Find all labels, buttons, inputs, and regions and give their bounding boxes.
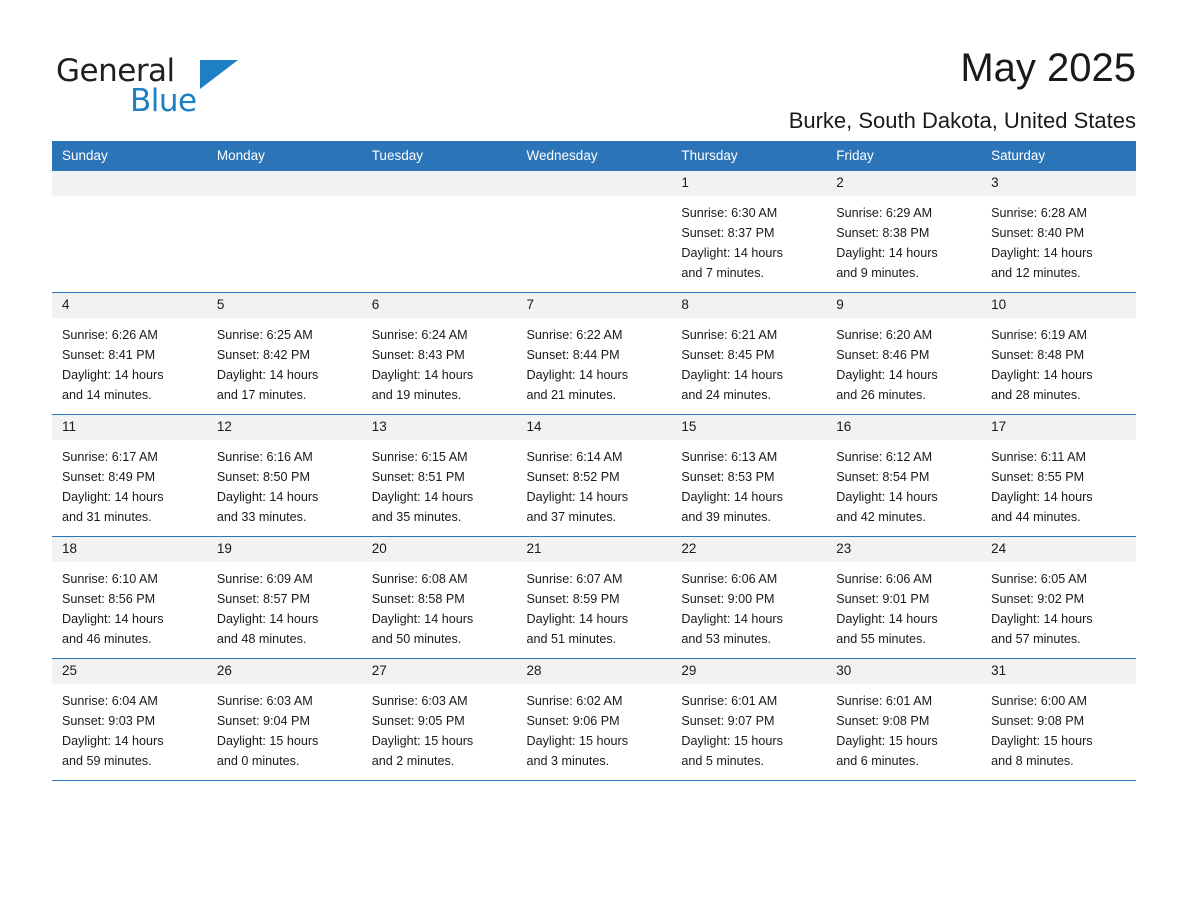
calendar-day-cell[interactable] <box>981 659 1136 781</box>
day-number: 2 <box>826 171 981 196</box>
sunrise-text: Sunrise: 6:07 AM <box>526 571 623 586</box>
daylight-text: Daylight: 15 hours <box>526 733 629 748</box>
sunset-text: Sunset: 8:43 PM <box>371 347 465 362</box>
day-number: 23 <box>826 537 981 562</box>
sunset-text: Sunset: 9:00 PM <box>681 591 775 606</box>
daylight-text: Daylight: 15 hours <box>681 733 783 748</box>
daylight-text: Daylight: 14 hours <box>216 489 319 504</box>
daylight-text: Daylight: 14 hours <box>681 611 783 626</box>
daylight-text-cont: and 3 minutes. <box>526 754 610 769</box>
sunrise-text: Sunrise: 6:29 AM <box>836 205 933 220</box>
calendar-empty-cell <box>362 171 517 293</box>
daylight-text: Daylight: 15 hours <box>216 733 319 748</box>
sunset-text: Sunset: 8:48 PM <box>991 347 1085 362</box>
daylight-text: Daylight: 14 hours <box>371 611 474 626</box>
day-number: 31 <box>981 659 1136 684</box>
day-info <box>826 196 981 284</box>
day-cell-content <box>207 171 362 292</box>
sunset-text: Sunset: 8:57 PM <box>216 591 310 606</box>
day-info <box>207 684 362 772</box>
day-cell-content <box>52 659 207 780</box>
day-info <box>826 440 981 528</box>
calendar-empty-cell <box>207 171 362 293</box>
day-cell-content <box>52 537 207 658</box>
calendar-day-cell[interactable] <box>981 415 1136 537</box>
daylight-text-cont: and 8 minutes. <box>991 754 1074 769</box>
day-cell-content <box>981 293 1136 414</box>
day-cell-content <box>517 659 672 780</box>
daylight-text-cont: and 14 minutes. <box>62 388 152 403</box>
day-info <box>207 562 362 650</box>
daylight-text: Daylight: 15 hours <box>991 733 1093 748</box>
sunset-text: Sunset: 8:41 PM <box>62 347 156 362</box>
sunset-text: Sunset: 9:02 PM <box>991 591 1085 606</box>
daylight-text-cont: and 59 minutes. <box>62 754 152 769</box>
sunset-text: Sunset: 8:42 PM <box>216 347 310 362</box>
sunset-text: Sunset: 8:40 PM <box>991 225 1085 240</box>
daylight-text: Daylight: 15 hours <box>371 733 474 748</box>
calendar-day-cell[interactable] <box>207 293 362 415</box>
day-number: 17 <box>981 415 1136 440</box>
calendar-day-cell[interactable] <box>207 659 362 781</box>
calendar-week-row <box>52 415 1136 537</box>
calendar-day-cell[interactable] <box>981 537 1136 659</box>
sunrise-text: Sunrise: 6:30 AM <box>681 205 778 220</box>
calendar-day-cell[interactable] <box>671 171 826 293</box>
day-cell-content <box>517 171 672 292</box>
day-info <box>517 318 672 406</box>
day-number: 20 <box>362 537 517 562</box>
sunrise-text: Sunrise: 6:06 AM <box>836 571 933 586</box>
day-number: 14 <box>517 415 672 440</box>
daylight-text-cont: and 33 minutes. <box>216 510 307 525</box>
sunrise-text: Sunrise: 6:04 AM <box>62 693 158 708</box>
calendar-week-row <box>52 293 1136 415</box>
day-info <box>826 318 981 406</box>
day-cell-content <box>671 659 826 780</box>
weekday-header-saturday: Saturday <box>981 141 1136 171</box>
day-info <box>981 196 1136 284</box>
calendar-day-cell[interactable] <box>517 415 672 537</box>
day-info <box>207 440 362 528</box>
day-cell-content <box>981 171 1136 292</box>
day-info <box>52 684 207 772</box>
daylight-text-cont: and 35 minutes. <box>371 510 462 525</box>
day-cell-content <box>52 293 207 414</box>
day-info <box>517 440 672 528</box>
day-cell-content <box>671 171 826 292</box>
daylight-text: Daylight: 14 hours <box>62 733 164 748</box>
sunset-text: Sunset: 9:07 PM <box>681 713 775 728</box>
day-number: 12 <box>207 415 362 440</box>
day-info <box>362 562 517 650</box>
sunrise-text: Sunrise: 6:02 AM <box>526 693 623 708</box>
sunrise-text: Sunrise: 6:03 AM <box>216 693 313 708</box>
daylight-text-cont: and 55 minutes. <box>836 632 926 647</box>
sunrise-text: Sunrise: 6:13 AM <box>681 449 778 464</box>
daylight-text: Daylight: 14 hours <box>991 245 1093 260</box>
day-number <box>517 171 672 196</box>
daylight-text-cont: and 19 minutes. <box>371 388 462 403</box>
logo-triangle-icon <box>200 60 238 89</box>
calendar-day-cell[interactable] <box>826 171 981 293</box>
day-number: 18 <box>52 537 207 562</box>
day-cell-content <box>207 293 362 414</box>
sunrise-text: Sunrise: 6:26 AM <box>62 327 158 342</box>
sunset-text: Sunset: 8:50 PM <box>216 469 310 484</box>
sunset-text: Sunset: 9:03 PM <box>62 713 156 728</box>
daylight-text-cont: and 6 minutes. <box>836 754 919 769</box>
daylight-text: Daylight: 14 hours <box>216 611 319 626</box>
day-number <box>207 171 362 196</box>
day-info <box>207 318 362 406</box>
weekday-header-friday: Friday <box>826 141 981 171</box>
calendar-day-cell[interactable] <box>671 415 826 537</box>
sunrise-text: Sunrise: 6:14 AM <box>526 449 623 464</box>
sunrise-text: Sunrise: 6:28 AM <box>991 205 1087 220</box>
general-blue-logo <box>52 44 252 119</box>
day-number <box>362 171 517 196</box>
day-info <box>52 562 207 650</box>
day-info <box>671 318 826 406</box>
daylight-text-cont: and 53 minutes. <box>681 632 771 647</box>
daylight-text: Daylight: 14 hours <box>526 367 629 382</box>
calendar-week-row <box>52 537 1136 659</box>
day-cell-content <box>207 659 362 780</box>
title-block <box>789 44 1136 134</box>
calendar-day-cell[interactable] <box>671 537 826 659</box>
sunrise-text: Sunrise: 6:22 AM <box>526 327 623 342</box>
sunset-text: Sunset: 8:52 PM <box>526 469 620 484</box>
day-number: 6 <box>362 293 517 318</box>
day-cell-content <box>671 537 826 658</box>
day-cell-content <box>207 537 362 658</box>
sunrise-text: Sunrise: 6:00 AM <box>991 693 1087 708</box>
daylight-text: Daylight: 14 hours <box>991 489 1093 504</box>
day-cell-content <box>517 537 672 658</box>
daylight-text-cont: and 46 minutes. <box>62 632 152 647</box>
sunset-text: Sunset: 8:37 PM <box>681 225 775 240</box>
daylight-text: Daylight: 14 hours <box>526 611 629 626</box>
calendar-day-cell[interactable] <box>517 293 672 415</box>
sunset-text: Sunset: 8:55 PM <box>991 469 1085 484</box>
day-cell-content <box>362 171 517 292</box>
calendar-day-cell[interactable] <box>52 537 207 659</box>
day-number: 28 <box>517 659 672 684</box>
day-cell-content <box>517 415 672 536</box>
day-cell-content <box>826 293 981 414</box>
sunrise-text: Sunrise: 6:15 AM <box>371 449 468 464</box>
day-info <box>826 562 981 650</box>
calendar-day-cell[interactable] <box>671 659 826 781</box>
daylight-text: Daylight: 14 hours <box>62 367 164 382</box>
daylight-text-cont: and 51 minutes. <box>526 632 617 647</box>
day-info <box>517 562 672 650</box>
day-number: 5 <box>207 293 362 318</box>
weekday-header-sunday: Sunday <box>52 141 207 171</box>
day-cell-content <box>207 415 362 536</box>
daylight-text: Daylight: 14 hours <box>991 611 1093 626</box>
day-cell-content <box>826 537 981 658</box>
day-number: 19 <box>207 537 362 562</box>
sunrise-text: Sunrise: 6:01 AM <box>681 693 778 708</box>
day-cell-content <box>362 659 517 780</box>
sunrise-text: Sunrise: 6:19 AM <box>991 327 1087 342</box>
day-cell-content <box>826 659 981 780</box>
day-number: 13 <box>362 415 517 440</box>
daylight-text-cont: and 26 minutes. <box>836 388 926 403</box>
calendar-week-row <box>52 659 1136 781</box>
calendar-week-row <box>52 171 1136 293</box>
day-cell-content <box>362 293 517 414</box>
daylight-text: Daylight: 14 hours <box>836 611 938 626</box>
day-info <box>362 684 517 772</box>
day-number: 1 <box>671 171 826 196</box>
calendar-day-cell[interactable] <box>826 293 981 415</box>
calendar-empty-cell <box>52 171 207 293</box>
day-cell-content <box>52 415 207 536</box>
sunset-text: Sunset: 8:59 PM <box>526 591 620 606</box>
sunrise-text: Sunrise: 6:20 AM <box>836 327 933 342</box>
sunrise-text: Sunrise: 6:08 AM <box>371 571 468 586</box>
calendar-body <box>52 171 1136 781</box>
day-number: 16 <box>826 415 981 440</box>
location-subtitle: Burke, South Dakota, United States <box>788 108 1136 133</box>
daylight-text: Daylight: 14 hours <box>991 367 1093 382</box>
daylight-text-cont: and 37 minutes. <box>526 510 617 525</box>
logo-text-general: General <box>56 53 175 89</box>
daylight-text: Daylight: 14 hours <box>62 611 164 626</box>
daylight-text-cont: and 21 minutes. <box>526 388 617 403</box>
calendar-day-cell[interactable] <box>52 415 207 537</box>
weekday-header-wednesday: Wednesday <box>517 141 672 171</box>
weekday-header-monday: Monday <box>207 141 362 171</box>
sunrise-text: Sunrise: 6:17 AM <box>62 449 158 464</box>
sunset-text: Sunset: 8:58 PM <box>371 591 465 606</box>
weekday-header-row <box>52 141 1136 171</box>
calendar-day-cell[interactable] <box>207 537 362 659</box>
sunset-text: Sunset: 8:46 PM <box>836 347 930 362</box>
day-info <box>981 684 1136 772</box>
daylight-text: Daylight: 14 hours <box>371 367 474 382</box>
sunset-text: Sunset: 9:01 PM <box>836 591 930 606</box>
sunset-text: Sunset: 9:04 PM <box>216 713 310 728</box>
daylight-text-cont: and 2 minutes. <box>371 754 455 769</box>
day-number <box>52 171 207 196</box>
day-cell-content <box>671 415 826 536</box>
day-info <box>671 196 826 284</box>
day-cell-content <box>981 659 1136 780</box>
calendar-day-cell[interactable] <box>517 659 672 781</box>
sunset-text: Sunset: 8:53 PM <box>681 469 775 484</box>
day-cell-content <box>671 293 826 414</box>
calendar-empty-cell <box>517 171 672 293</box>
day-number: 22 <box>671 537 826 562</box>
sunset-text: Sunset: 8:44 PM <box>526 347 620 362</box>
daylight-text: Daylight: 14 hours <box>836 489 938 504</box>
calendar-day-cell[interactable] <box>981 293 1136 415</box>
sunrise-text: Sunrise: 6:16 AM <box>216 449 313 464</box>
day-info <box>671 440 826 528</box>
day-number: 21 <box>517 537 672 562</box>
daylight-text: Daylight: 14 hours <box>836 245 938 260</box>
calendar-day-cell[interactable] <box>362 537 517 659</box>
day-number: 9 <box>826 293 981 318</box>
sunset-text: Sunset: 9:06 PM <box>526 713 620 728</box>
daylight-text-cont: and 9 minutes. <box>836 266 919 281</box>
daylight-text-cont: and 0 minutes. <box>216 754 300 769</box>
day-info <box>517 684 672 772</box>
sunrise-text: Sunrise: 6:09 AM <box>216 571 313 586</box>
daylight-text-cont: and 39 minutes. <box>681 510 771 525</box>
calendar-day-cell[interactable] <box>826 659 981 781</box>
day-cell-content <box>52 171 207 292</box>
calendar-day-cell[interactable] <box>826 415 981 537</box>
sunrise-text: Sunrise: 6:12 AM <box>836 449 933 464</box>
day-cell-content <box>826 415 981 536</box>
calendar-day-cell[interactable] <box>826 537 981 659</box>
day-info <box>981 562 1136 650</box>
sunrise-sunset-calendar <box>52 141 1136 781</box>
day-info <box>52 440 207 528</box>
sunset-text: Sunset: 8:56 PM <box>62 591 156 606</box>
day-number: 7 <box>517 293 672 318</box>
day-number: 29 <box>671 659 826 684</box>
daylight-text: Daylight: 14 hours <box>216 367 319 382</box>
daylight-text: Daylight: 14 hours <box>681 245 783 260</box>
day-info <box>52 318 207 406</box>
daylight-text-cont: and 31 minutes. <box>62 510 152 525</box>
sunrise-text: Sunrise: 6:05 AM <box>991 571 1087 586</box>
day-number: 26 <box>207 659 362 684</box>
day-number: 30 <box>826 659 981 684</box>
day-number: 10 <box>981 293 1136 318</box>
daylight-text-cont: and 48 minutes. <box>216 632 307 647</box>
sunset-text: Sunset: 8:54 PM <box>836 469 930 484</box>
daylight-text-cont: and 12 minutes. <box>991 266 1081 281</box>
calendar-day-cell[interactable] <box>362 659 517 781</box>
sunset-text: Sunset: 8:51 PM <box>371 469 465 484</box>
daylight-text-cont: and 28 minutes. <box>991 388 1081 403</box>
daylight-text: Daylight: 14 hours <box>681 367 783 382</box>
daylight-text: Daylight: 14 hours <box>371 489 474 504</box>
daylight-text: Daylight: 14 hours <box>836 367 938 382</box>
day-number: 27 <box>362 659 517 684</box>
page-header <box>52 44 1136 133</box>
day-cell-content <box>981 537 1136 658</box>
weekday-header-tuesday: Tuesday <box>362 141 517 171</box>
day-cell-content <box>981 415 1136 536</box>
day-info <box>981 318 1136 406</box>
daylight-text-cont: and 50 minutes. <box>371 632 462 647</box>
day-info <box>362 440 517 528</box>
day-info <box>362 318 517 406</box>
calendar-day-cell[interactable] <box>981 171 1136 293</box>
sunset-text: Sunset: 9:08 PM <box>991 713 1085 728</box>
sunrise-text: Sunrise: 6:03 AM <box>371 693 468 708</box>
calendar-day-cell[interactable] <box>362 293 517 415</box>
weekday-header-thursday: Thursday <box>671 141 826 171</box>
calendar-day-cell[interactable] <box>207 415 362 537</box>
daylight-text-cont: and 7 minutes. <box>681 266 764 281</box>
day-number: 25 <box>52 659 207 684</box>
calendar-day-cell[interactable] <box>52 659 207 781</box>
sunset-text: Sunset: 8:49 PM <box>62 469 156 484</box>
day-cell-content <box>517 293 672 414</box>
daylight-text: Daylight: 14 hours <box>526 489 629 504</box>
logo-text-blue: Blue <box>130 83 197 119</box>
day-number: 11 <box>52 415 207 440</box>
sunrise-text: Sunrise: 6:25 AM <box>216 327 313 342</box>
day-number: 3 <box>981 171 1136 196</box>
sunrise-text: Sunrise: 6:24 AM <box>371 327 468 342</box>
calendar-day-cell[interactable] <box>517 537 672 659</box>
day-number: 8 <box>671 293 826 318</box>
daylight-text-cont: and 24 minutes. <box>681 388 771 403</box>
daylight-text-cont: and 57 minutes. <box>991 632 1081 647</box>
calendar-day-cell[interactable] <box>671 293 826 415</box>
day-number: 24 <box>981 537 1136 562</box>
page-title: May 2025 <box>960 46 1136 90</box>
day-number: 4 <box>52 293 207 318</box>
daylight-text: Daylight: 15 hours <box>836 733 938 748</box>
daylight-text: Daylight: 14 hours <box>62 489 164 504</box>
sunset-text: Sunset: 9:05 PM <box>371 713 465 728</box>
sunset-text: Sunset: 8:38 PM <box>836 225 930 240</box>
daylight-text-cont: and 5 minutes. <box>681 754 764 769</box>
daylight-text-cont: and 44 minutes. <box>991 510 1081 525</box>
sunrise-text: Sunrise: 6:06 AM <box>681 571 778 586</box>
day-number: 15 <box>671 415 826 440</box>
calendar-day-cell[interactable] <box>362 415 517 537</box>
sunrise-text: Sunrise: 6:01 AM <box>836 693 933 708</box>
day-info <box>981 440 1136 528</box>
calendar-day-cell[interactable] <box>52 293 207 415</box>
day-cell-content <box>362 537 517 658</box>
sunrise-text: Sunrise: 6:11 AM <box>991 449 1087 464</box>
day-info <box>826 684 981 772</box>
daylight-text-cont: and 17 minutes. <box>216 388 307 403</box>
daylight-text: Daylight: 14 hours <box>681 489 783 504</box>
sunset-text: Sunset: 9:08 PM <box>836 713 930 728</box>
day-info <box>671 684 826 772</box>
day-info <box>671 562 826 650</box>
day-cell-content <box>362 415 517 536</box>
day-cell-content <box>826 171 981 292</box>
sunrise-text: Sunrise: 6:10 AM <box>62 571 158 586</box>
sunset-text: Sunset: 8:45 PM <box>681 347 775 362</box>
sunrise-text: Sunrise: 6:21 AM <box>681 327 778 342</box>
daylight-text-cont: and 42 minutes. <box>836 510 926 525</box>
